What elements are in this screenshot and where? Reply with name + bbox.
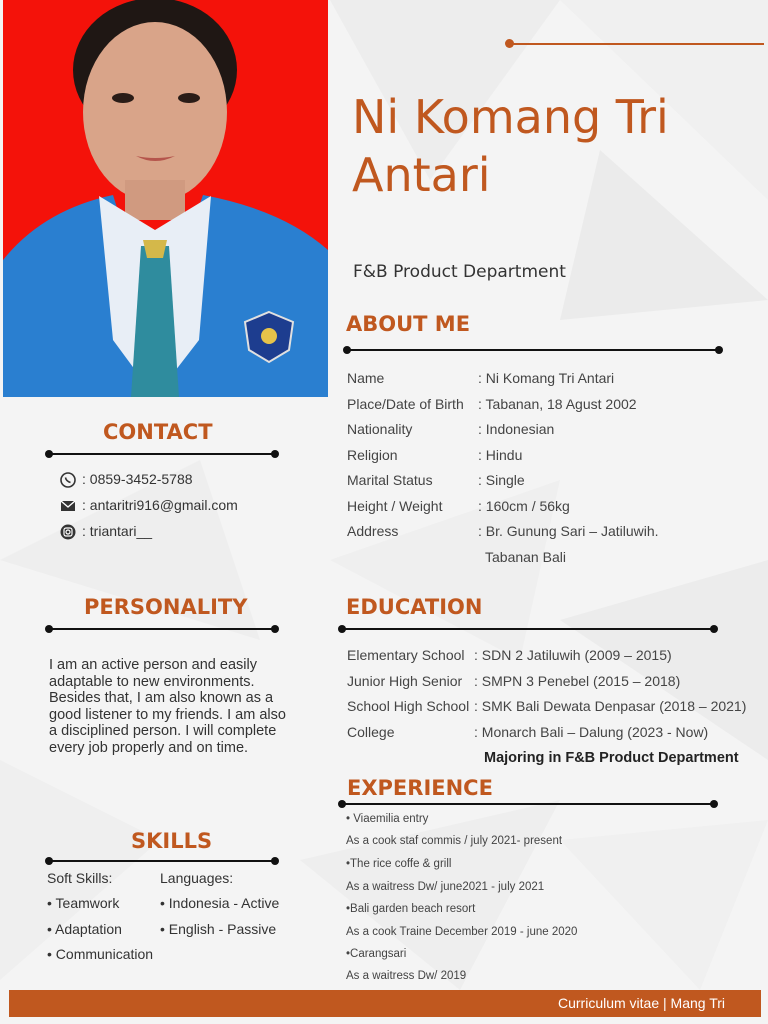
- job-subtitle: F&B Product Department: [353, 262, 566, 282]
- language-item: • Indonesia - Active: [160, 895, 280, 911]
- experience-line: •The rice coffe & grill: [346, 858, 452, 870]
- experience-rule: [341, 803, 715, 805]
- instagram-icon: [60, 524, 76, 540]
- language-item: • English - Passive: [160, 921, 277, 937]
- education-major: Majoring in F&B Product Department: [484, 750, 739, 766]
- header-accent-line: [510, 43, 764, 45]
- education-rule: [341, 628, 715, 630]
- profile-photo: [3, 0, 328, 397]
- about-rule: [346, 349, 720, 351]
- skills-heading: SKILLS: [131, 829, 213, 853]
- soft-skills-title: Soft Skills:: [47, 870, 113, 886]
- experience-heading: EXPERIENCE: [347, 776, 493, 800]
- experience-line: •Carangsari: [346, 948, 407, 960]
- footer-bar: [9, 990, 761, 1017]
- about-heading: ABOUT ME: [346, 312, 471, 336]
- personality-rule: [48, 628, 276, 630]
- soft-skill-item: • Communication: [47, 946, 154, 962]
- contact-phone[interactable]: : 0859-3452-5788: [60, 471, 193, 491]
- experience-line: As a waitress Dw/ june2021 - july 2021: [346, 881, 545, 893]
- education-heading: EDUCATION: [346, 595, 483, 619]
- experience-line: As a cook Traine December 2019 - june 2020: [346, 926, 578, 938]
- contact-rule: [48, 453, 276, 455]
- experience-line: As a waitress Dw/ 2019: [346, 970, 467, 982]
- soft-skill-item: • Teamwork: [47, 895, 120, 911]
- personality-text: I am an active person and easily adaptable to new environments. Besides that, I am also known as a good listener to my friends. I am also a disciplined person. I will complete every job properly and on time.: [49, 657, 286, 756]
- contact-heading: CONTACT: [103, 420, 213, 444]
- personality-heading: PERSONALITY: [84, 595, 248, 619]
- contact-email[interactable]: : antaritri916@gmail.com: [60, 497, 238, 517]
- experience-line: •Bali garden beach resort: [346, 903, 476, 915]
- experience-line: • Viaemilia entry: [346, 813, 429, 825]
- footer-text: Curriculum vitae | Mang Tri: [557, 995, 725, 1011]
- skills-rule: [48, 860, 276, 862]
- contact-instagram[interactable]: : triantari__: [60, 523, 152, 543]
- experience-line: As a cook staf commis / july 2021- present: [346, 835, 563, 847]
- soft-skill-item: • Adaptation: [47, 921, 122, 937]
- languages-title: Languages:: [160, 870, 234, 886]
- email-icon: [60, 498, 76, 514]
- person-name: Ni Komang Tri Antari: [352, 90, 669, 202]
- whatsapp-icon: [60, 472, 76, 488]
